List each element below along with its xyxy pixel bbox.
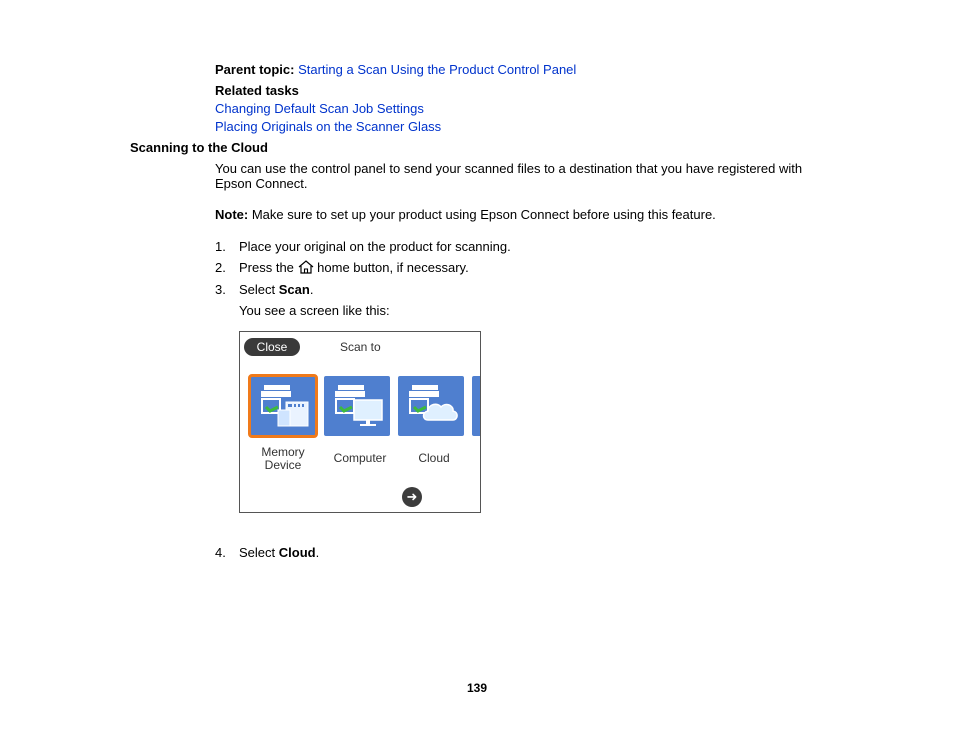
tile-label-cloud: Cloud	[418, 451, 450, 465]
step-text-post: .	[309, 282, 314, 297]
step-text-post: home button, if necessary.	[317, 260, 469, 275]
tile-label-computer: Computer	[333, 451, 387, 465]
step-text-post: .	[315, 545, 320, 560]
intro-text-line2: Epson Connect.	[215, 176, 308, 191]
note-label: Note:	[215, 207, 249, 222]
step-text	[239, 545, 319, 561]
scan-to-screen-image	[239, 331, 481, 513]
step-text-bold: Cloud	[278, 545, 316, 560]
step-number: 3.	[215, 282, 226, 297]
close-button: Close	[244, 338, 300, 356]
cloud-tile	[398, 376, 464, 436]
intro-text-line1: You can use the control panel to send your scanned files to a destination that you have registered with	[215, 161, 803, 176]
step-text-bold: Scan	[278, 282, 310, 297]
parent-topic	[215, 62, 576, 78]
step3-followup: You see a screen like this:	[239, 303, 390, 318]
step-text: Place your original on the product for scanning.	[239, 239, 511, 254]
arrow-right-icon: ➜	[402, 487, 422, 507]
step-text-pre: Press the	[239, 260, 294, 275]
step-text	[239, 260, 469, 276]
computer-icon	[324, 376, 390, 436]
partial-tile	[472, 376, 481, 436]
step-number: 1.	[215, 239, 226, 254]
screen-title: Scan to	[340, 340, 381, 354]
step-text	[239, 282, 313, 298]
cloud-icon	[398, 376, 464, 436]
related-task-link-placing-originals[interactable]: Placing Originals on the Scanner Glass	[215, 119, 442, 134]
note-text: Make sure to set up your product using Epson Connect before using this feature.	[251, 207, 716, 222]
related-task-link-scan-settings[interactable]: Changing Default Scan Job Settings	[215, 101, 424, 116]
memory-device-icon	[250, 376, 316, 436]
step-text-pre: Select	[239, 545, 276, 560]
note	[215, 207, 716, 223]
parent-topic-link[interactable]: Starting a Scan Using the Product Control Panel	[298, 62, 577, 77]
tile-label-memory-device: Memory Device	[261, 445, 305, 472]
computer-tile	[324, 376, 390, 436]
section-title: Scanning to the Cloud	[130, 140, 268, 155]
step-text-pre: Select	[239, 282, 276, 297]
related-tasks-heading: Related tasks	[215, 83, 299, 98]
step-number: 2.	[215, 260, 226, 275]
parent-topic-label: Parent topic:	[215, 62, 295, 77]
memory-device-tile	[250, 376, 316, 436]
step-number: 4.	[215, 545, 226, 560]
home-icon	[298, 260, 314, 274]
page-number: 139	[466, 681, 488, 695]
